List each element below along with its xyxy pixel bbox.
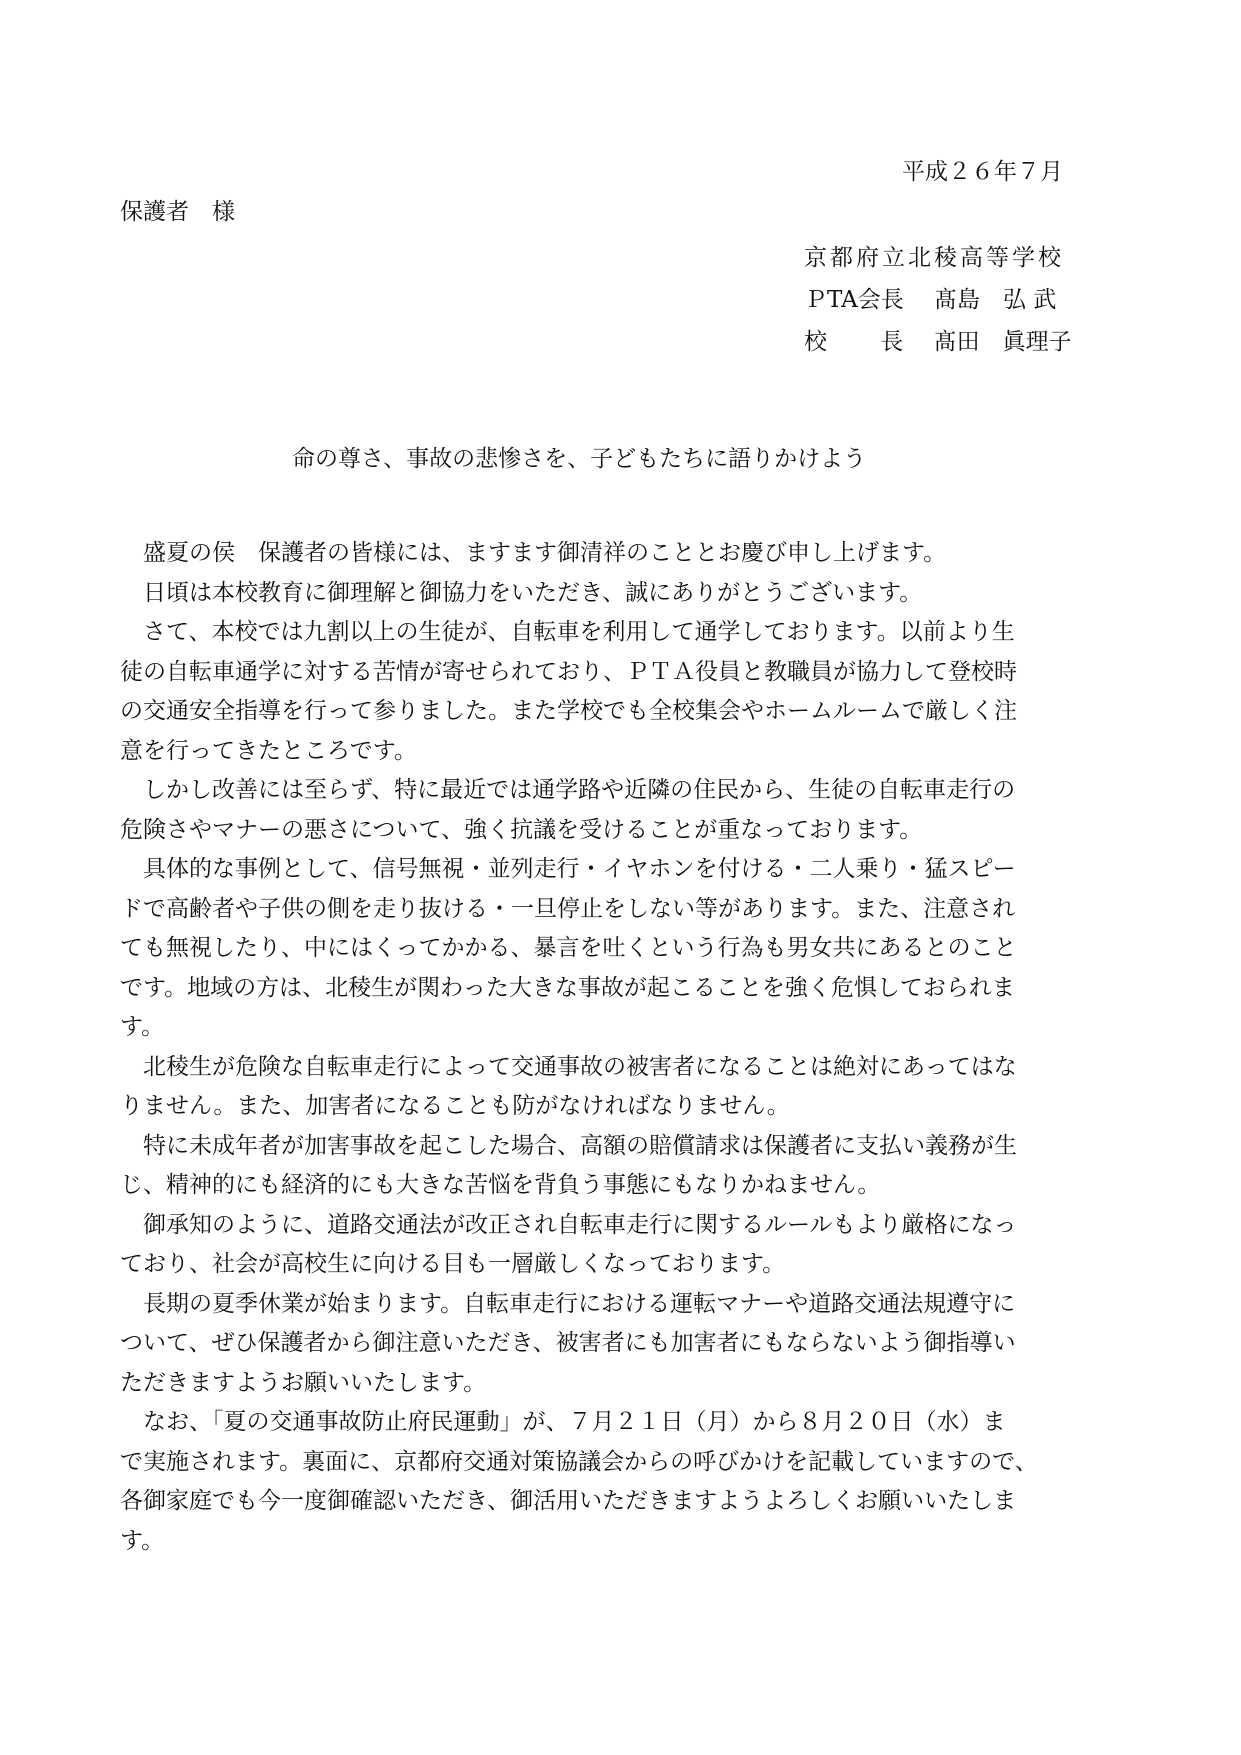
letter-body: [120, 534, 1120, 1561]
sender-pta-chair: ＰTA会長 髙島 弘 武: [804, 287, 1057, 313]
body-line: 意を行ってきたところです。: [120, 737, 417, 764]
body-line: 北稜生が危険な自転車走行によって交通事故の被害者になることは絶対にあってはな: [143, 1053, 1017, 1080]
body-line: りません。また、加害者になることも防がなければなりません。: [120, 1093, 790, 1119]
body-line: しかし改善には至らず、特に最近では通学路や近隣の住民から、生徒の自転車走行の: [143, 777, 1016, 803]
body-line: 各御家庭でも今一度御確認いただき、御活用いただきますようよろしくお願いいたしま: [120, 1488, 1017, 1514]
document-date: 平成２６年７月: [902, 159, 1063, 185]
body-line: です。地域の方は、北稜生が関わった大きな事故が起こることを強く危惧しておられま: [120, 974, 1015, 1001]
letter-title: 命の尊さ、事故の悲惨さを、子どもたちに語りかけよう: [292, 446, 867, 472]
body-line: さて、本校では九割以上の生徒が、自転車を利用して通学しております。以前より生: [143, 619, 1015, 645]
body-line: なお、「夏の交通事故防止府民運動」が、７月２１日（月）から８月２０日（水）ま: [143, 1409, 1006, 1435]
body-line: す。: [120, 1014, 165, 1040]
body-line: 盛夏の侯 保護者の皆様には、ますます御清祥のこととお慶び申し上げます。: [143, 540, 947, 566]
sender-school: 京都府立北稜高等学校: [804, 245, 1064, 271]
body-line: で実施されます。裏面に、京都府交通対策協議会からの呼びかけを記載していますので、: [120, 1448, 1038, 1475]
body-line: す。: [120, 1527, 165, 1554]
body-line: ただきますようお願いいたします。: [120, 1369, 487, 1396]
body-line: 危険さやマナーの悪さについて、強く抗議を受けることが重なっております。: [120, 816, 923, 843]
body-line: ており、社会が高校生に向ける目も一層厳しくなっております。: [120, 1251, 786, 1277]
body-line: の交通安全指導を行って参りました。また学校でも全校集会やホームルームで厳しく注: [120, 698, 1017, 724]
addressee: 保護者 様: [120, 199, 235, 225]
body-line: ついて、ぜひ保護者から御注意いただき、被害者にも加害者にもならないよう御指導い: [120, 1330, 1016, 1356]
body-line: ドで高齢者や子供の側を走り抜ける・一旦停止をしない等があります。また、注意され: [120, 895, 1016, 922]
body-line: 徒の自転車通学に対する苦情が寄せられており、ＰＴＡ役員と教職員が協力して登校時: [120, 658, 1017, 685]
body-line: 日頃は本校教育に御理解と御協力をいただき、誠にありがとうございます。: [143, 579, 923, 606]
body-line: 御承知のように、道路交通法が改正され自転車走行に関するルールもより厳格になっ: [143, 1211, 1017, 1238]
body-line: じ、精神的にも経済的にも大きな苦悩を背負う事態にもなりかねません。: [120, 1172, 881, 1198]
body-line: 具体的な事例として、信号無視・並列走行・イヤホンを付ける・二人乗り・猛スピー: [143, 856, 1016, 882]
body-line: 特に未成年者が加害事故を起こした場合、高額の賠償請求は保護者に支払い義務が生: [143, 1132, 1017, 1159]
sender-principal: 校 長 髙田 眞理子: [804, 329, 1072, 355]
body-line: ても無視したり、中にはくってかかる、暴言を吐くという行為も男女共にあるとのこと: [120, 935, 1017, 961]
body-line: 長期の夏季休業が始まります。自転車走行における運転マナーや道路交通法規遵守に: [143, 1290, 1016, 1317]
